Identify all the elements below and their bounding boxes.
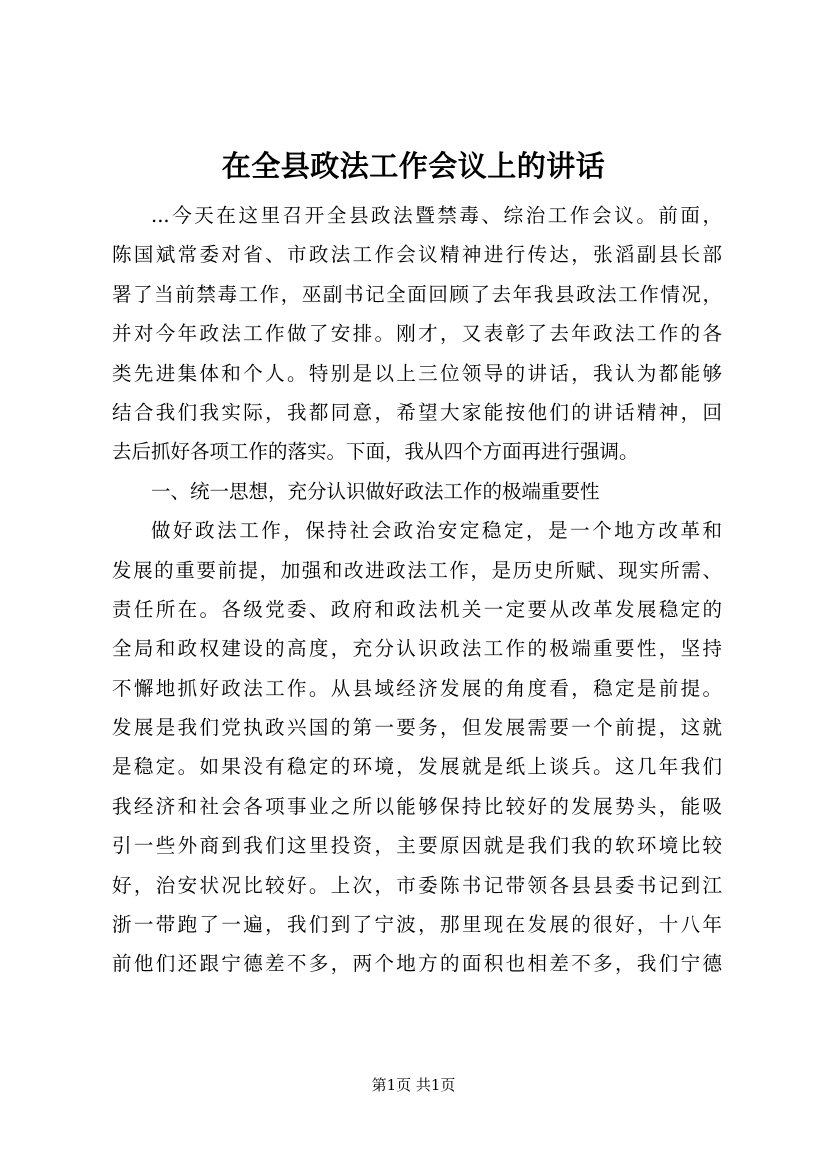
text-line: 去后抓好各项工作的落实。下面，我从四个方面再进行强调。 xyxy=(112,440,639,464)
text-line: 我经济和社会各项事业之所以能够保持比较好的发展势头，能吸 xyxy=(112,794,722,818)
text-line: 责任所在。各级党委、政府和政法机关一定要从改革发展稳定的 xyxy=(112,597,722,621)
text-line: 结合我们我实际，我都同意，希望大家能按他们的讲话精神，回 xyxy=(112,400,722,424)
text-line: 发展是我们党执政兴国的第一要务，但发展需要一个前提，这就 xyxy=(112,716,722,740)
text-line: 署了当前禁毒工作，巫副书记全面回顾了去年我县政法工作情况， xyxy=(112,282,722,306)
text-line: 不懈地抓好政法工作。从县域经济发展的角度看，稳定是前提。 xyxy=(112,676,722,700)
document-body xyxy=(112,196,722,984)
section-heading: 一、统一思想，充分认识做好政法工作的极端重要性 xyxy=(151,479,600,503)
text-line: 做好政法工作，保持社会政治安定稳定，是一个地方改革和 xyxy=(151,519,722,543)
text-line: 全局和政权建设的高度，充分认识政法工作的极端重要性，坚持 xyxy=(112,637,722,661)
text-line: 陈国斌常委对省、市政法工作会议精神进行传达，张滔副县长部 xyxy=(112,243,722,267)
text-line: 浙一带跑了一遍，我们到了宁波，那里现在发展的很好，十八年 xyxy=(112,913,722,937)
text-line: ...今天在这里召开全县政法暨禁毒、综治工作会议。前面， xyxy=(151,204,722,227)
text-line: 引一些外商到我们这里投资，主要原因就是我们我的软环境比较 xyxy=(112,834,722,858)
text-line: 好，治安状况比较好。上次，市委陈书记带领各县县委书记到江 xyxy=(112,873,722,897)
page-number-footer: 第1页 共1页 xyxy=(371,1076,456,1094)
text-line: 发展的重要前提，加强和改进政法工作，是历史所赋、现实所需、 xyxy=(112,558,722,582)
text-line: 是稳定。如果没有稳定的环境，发展就是纸上谈兵。这几年我们 xyxy=(112,755,722,779)
text-line: 类先进集体和个人。特别是以上三位领导的讲话，我认为都能够 xyxy=(112,361,722,385)
text-line: 前他们还跟宁德差不多，两个地方的面积也相差不多，我们宁德 xyxy=(112,952,722,976)
document-title: 在全县政法工作会议上的讲话 xyxy=(221,149,606,183)
text-line: 并对今年政法工作做了安排。刚才，又表彰了去年政法工作的各 xyxy=(112,322,722,346)
